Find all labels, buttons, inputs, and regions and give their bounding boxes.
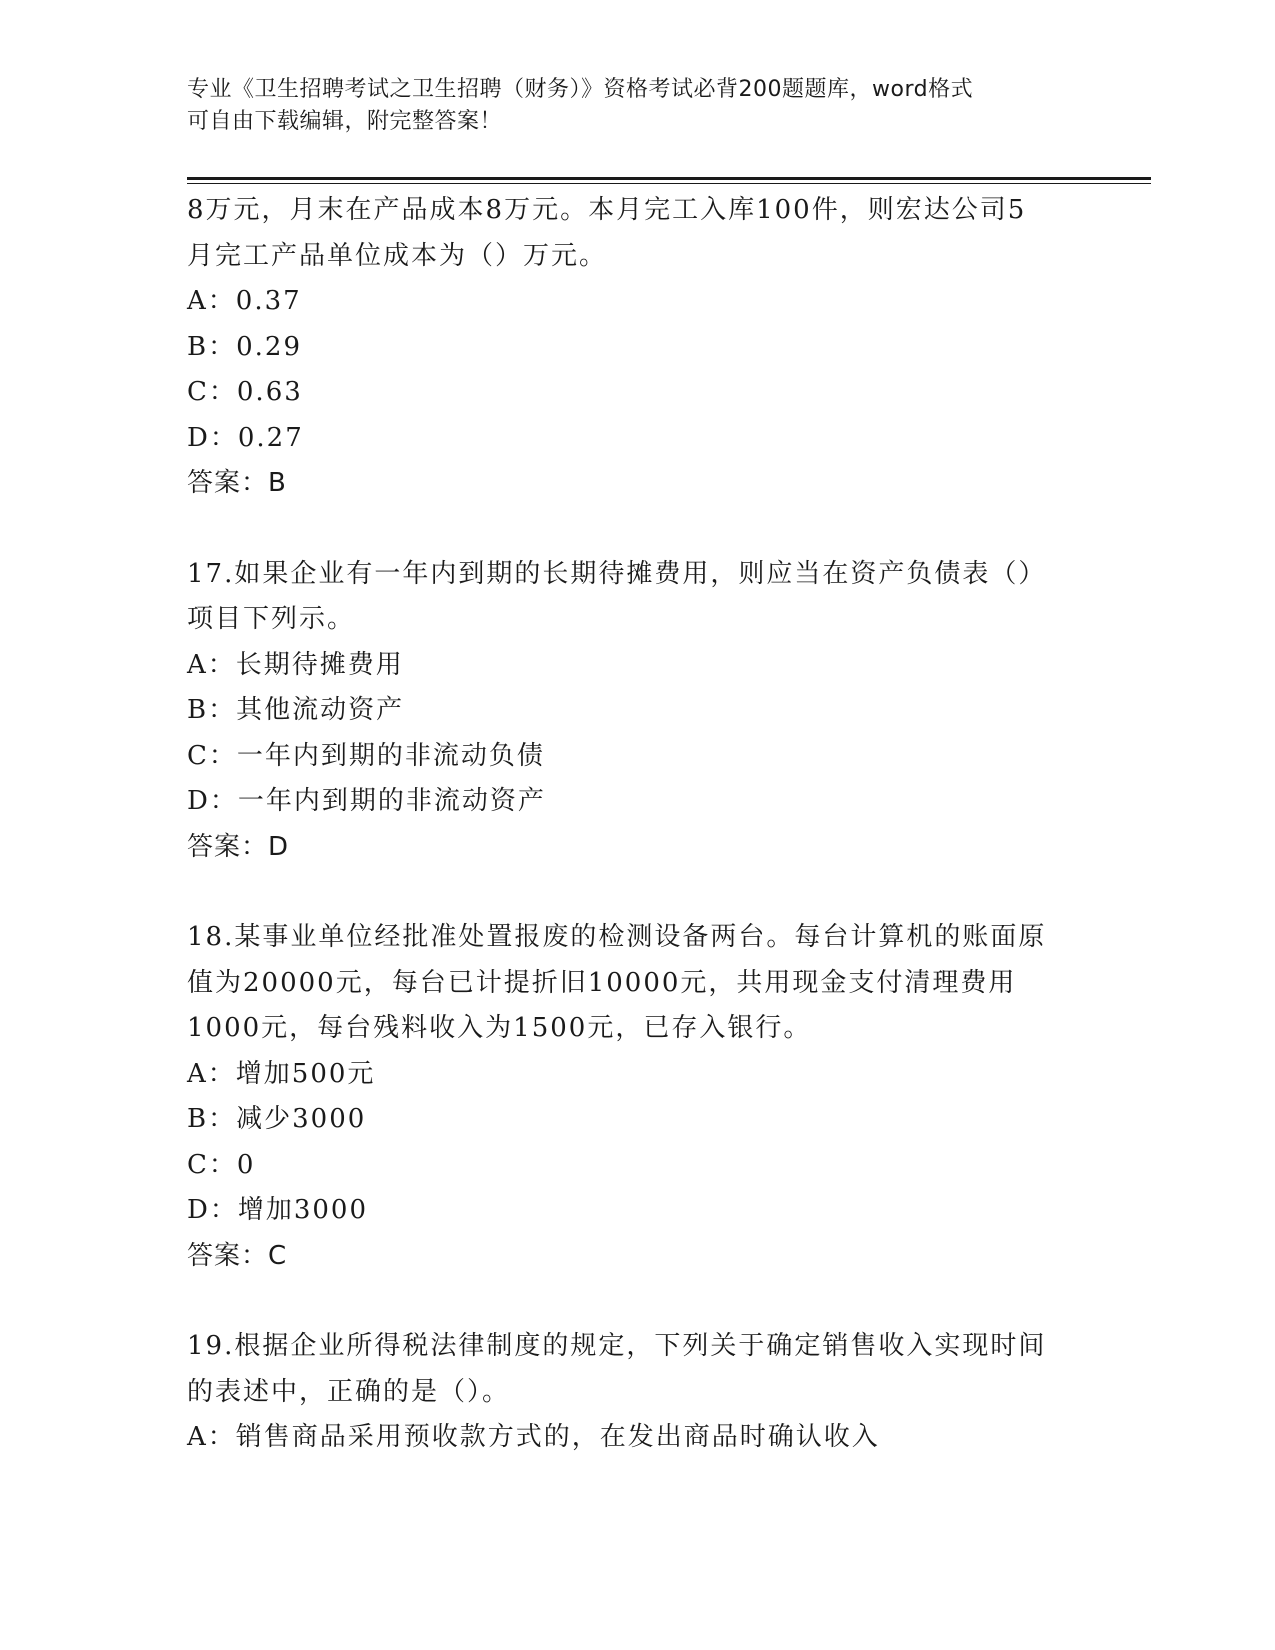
option-c: C：0 xyxy=(187,1149,256,1180)
option-d: D：一年内到期的非流动资产 xyxy=(187,786,546,816)
header-line-1: 专业《卫生招聘考试之卫生招聘（财务）》资格考试必背200题题库，word格式 xyxy=(187,77,974,102)
spacer xyxy=(187,870,1147,915)
option-c: C：0.63 xyxy=(187,377,303,407)
option-a: A：增加500元 xyxy=(187,1058,376,1089)
question-stem: 18.某事业单位经批准处置报废的检测设备两台。每台计算机的账面原 xyxy=(187,922,1047,952)
question-stem: 1000元，每台残料收入为1500元，已存入银行。 xyxy=(187,1013,812,1043)
option-a: A：长期待摊费用 xyxy=(187,649,404,680)
question-16 xyxy=(187,188,1147,507)
question-stem: 值为20000元，每台已计提折旧10000元，共用现金支付清理费用 xyxy=(187,967,1017,998)
spacer xyxy=(187,1279,1147,1324)
question-19 xyxy=(187,1324,1147,1461)
question-stem: 17.如果企业有一年内到期的长期待摊费用，则应当在资产负债表（） xyxy=(187,558,1047,589)
option-d: D：0.27 xyxy=(187,422,304,453)
question-stem: 月完工产品单位成本为（）万元。 xyxy=(187,240,608,271)
option-d: D：增加3000 xyxy=(187,1195,369,1225)
question-17 xyxy=(187,552,1147,871)
answer: 答案：B xyxy=(187,468,287,498)
question-stem: 项目下列示。 xyxy=(187,604,356,634)
spacer xyxy=(187,507,1147,552)
header-line-2: 可自由下载编辑，附完整答案！ xyxy=(187,109,503,134)
answer: 答案：C xyxy=(187,1240,288,1271)
option-a: A：销售商品采用预收款方式的，在发出商品时确认收入 xyxy=(187,1422,880,1452)
option-a: A：0.37 xyxy=(187,286,302,316)
option-b: B：0.29 xyxy=(187,331,302,362)
header-divider-thick xyxy=(187,177,1151,180)
question-18 xyxy=(187,915,1147,1279)
option-b: B：减少3000 xyxy=(187,1104,367,1134)
question-list xyxy=(187,188,1147,1461)
question-stem: 19.根据企业所得税法律制度的规定，下列关于确定销售收入实现时间 xyxy=(187,1331,1047,1361)
question-stem: 的表述中，正确的是（）。 xyxy=(187,1376,511,1407)
answer: 答案：D xyxy=(187,831,290,862)
header-divider-thin xyxy=(187,183,1151,184)
option-c: C：一年内到期的非流动负债 xyxy=(187,740,545,771)
document-header xyxy=(187,74,1087,138)
question-stem: 8万元，月末在产品成本8万元。本月完工入库100件，则宏达公司5 xyxy=(187,195,1027,225)
option-b: B：其他流动资产 xyxy=(187,695,405,725)
